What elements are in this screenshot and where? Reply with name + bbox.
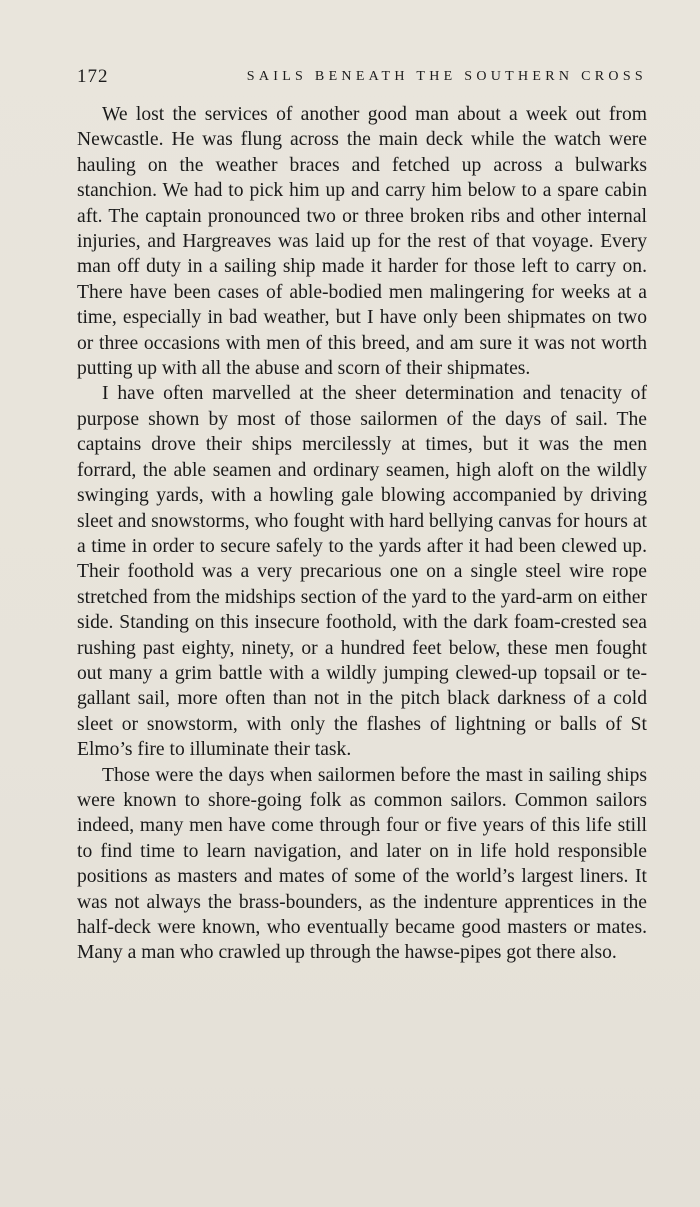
body-text (77, 102, 647, 966)
page-header (77, 62, 647, 90)
running-title: SAILS BENEATH THE SOUTHERN CROSS (246, 69, 647, 84)
page-number: 172 (77, 66, 109, 87)
paragraph: Those were the days when sailormen before the mast in sailing ships were known to shore-going folk as common sailors. Common sailors indeed, many men have come through four or five years of this life still to find time to learn navigation, and later on in life hold responsible positions as masters and mates of some of the world’s largest liners. It was not always the brass-bounders, as the indenture apprentices in the half-deck were known, who eventually became good masters or mates. Many a man who crawled up through the hawse-pipes got there also. (77, 764, 647, 964)
paragraph: We lost the services of another good man about a week out from Newcastle. He was flung across the main deck while the watch were hauling on the weather braces and fetched up across a bulwarks stanchion. We had to pick him up and carry him below to a spare cabin aft. The captain pronounced two or three broken ribs and other internal injuries, and Hargreaves was laid up for the rest of that voyage. Every man off duty in a sailing ship made it harder for those left to carry on. There have been cases of able-bodied men malingering for weeks at a time, especially in bad weather, but I have only been shipmates on two or three occasions with men of this breed, and am sure it was not worth putting up with all the abuse and scorn of their shipmates. (77, 104, 647, 380)
paragraph: I have often marvelled at the sheer determination and tenacity of purpose shown by most of those sailormen of the days of sail. The captains drove their ships mercilessly at times, but it was the men forrard, the able seamen and ordinary seamen, high aloft on the wildly swinging yards, with a howling gale blowing accompanied by driving sleet and snowstorms, who fought with hard bellying canvas for hours at a time in order to secure safely to the yards after it had been clewed up. Their foothold was a very precarious one on a single steel wire rope stretched from the midships section of the yard to the yard-arm on either side. Standing on this insecure foothold, with the dark foam-crested sea rushing past eighty, ninety, or a hundred feet below, these men fought out many a grim battle with a wildly jumping clewed-up topsail or te-gallant sail, more often than not in the pitch black darkness of a cold sleet or snowstorm, with only the flashes of lightning or balls of St Elmo’s fire to illuminate their task. (77, 383, 647, 761)
